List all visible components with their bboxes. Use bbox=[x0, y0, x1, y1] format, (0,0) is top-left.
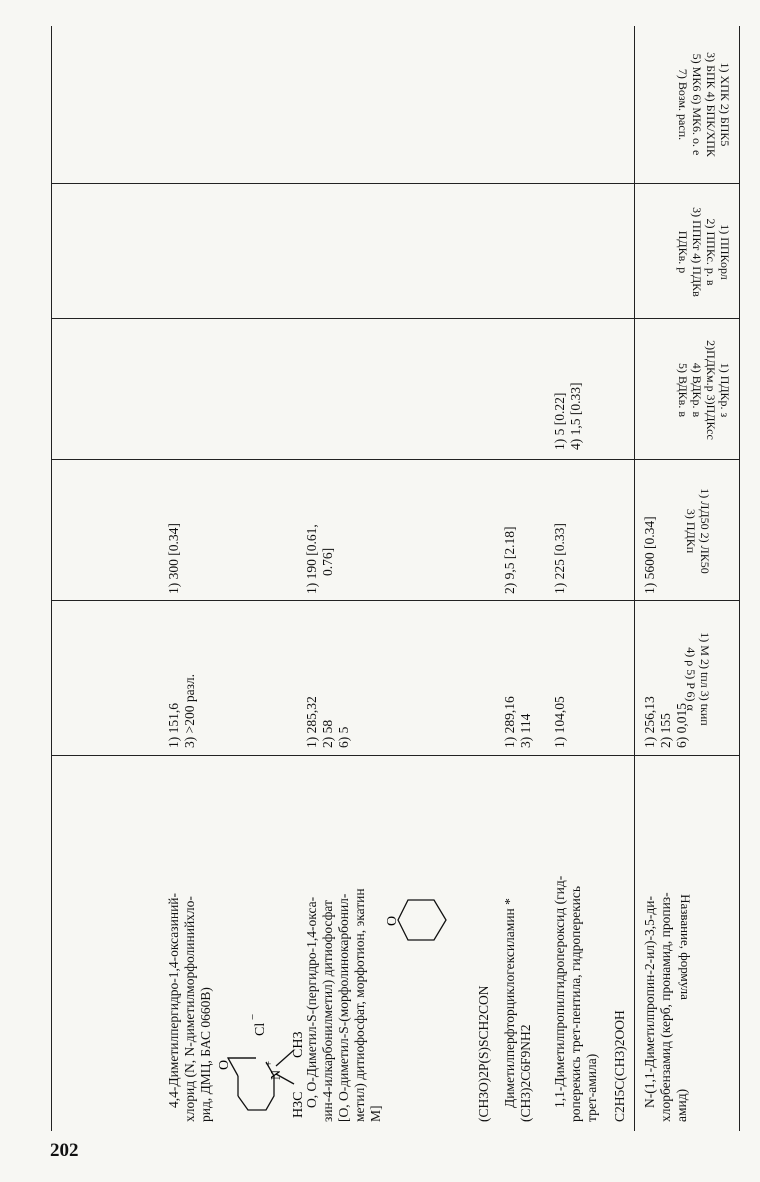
row1-cl: Cl bbox=[253, 1022, 268, 1036]
row2-structure bbox=[384, 872, 474, 952]
row4-formula: C2H5C(CH3)2OOH bbox=[612, 1010, 627, 1122]
row1-h3c: H3C bbox=[291, 1091, 306, 1118]
table-top-rule bbox=[739, 26, 740, 1131]
table-body-lower bbox=[612, 26, 722, 1130]
header-pdk-water: 1) ППКорл 2) ППКс. р. в 3) ППКт 4) ПДКв ПДКв. р bbox=[676, 207, 732, 297]
row1-ch3: CH3 bbox=[291, 1031, 306, 1058]
header-hazard: 1) ХПК 2) БПК5 3) БПК 4) БПК/ХПК 5) МК6 6) МК6. о. е 7) Возм. расп. bbox=[676, 52, 732, 157]
row2-name: O, O-Диметил-S-(пергидро-1,4-окса- зин-4-илкарбонилметил) дитиофосфат [O, O-диметил-S-(морфолинокарбонил- метил) дитиофосфат, морфотион, экатин М] bbox=[304, 888, 383, 1122]
row4-pdk: 1) 5 [0.22] 4) 1,5 [0.33] bbox=[552, 382, 583, 450]
row1-phys: 1) 151,6 3) >200 разл. bbox=[166, 673, 197, 748]
row1-plus: + bbox=[263, 1060, 275, 1067]
header-tox: 1) ЛД50 2) ЛК50 3) ПДКп bbox=[684, 488, 712, 574]
row1-n: N bbox=[269, 1069, 284, 1080]
header-pdk-air: 1) ПДКр. з 2)ПДКм.р 3)ПДКсс 4) ВДКр. в 5) ВДКв. в bbox=[676, 340, 732, 440]
row1-minus: − bbox=[247, 1013, 259, 1020]
header-name: Название, формула bbox=[678, 894, 693, 1000]
header-phys: 1) M 2) tпл 3) tкип 4) ρ 5) P 6) α bbox=[684, 632, 712, 726]
row3-name: Диметилперфторциклогексиламин * (CH3)2C6F9NH2 bbox=[502, 898, 533, 1122]
row3-tox: 2) 9,5 [2.18] bbox=[502, 526, 517, 594]
row4-tox: 1) 225 [0.33] bbox=[552, 523, 567, 594]
row1-structure bbox=[216, 970, 304, 1120]
row2-formula: (CH3O)2P(S)SCH2CON bbox=[476, 985, 491, 1122]
row3-phys: 1) 289,16 3) 114 bbox=[502, 696, 533, 748]
row2-tox: 1) 190 [0.61, 0.76] bbox=[304, 524, 335, 594]
table-body bbox=[48, 26, 628, 1130]
page-number: 202 bbox=[50, 1140, 79, 1161]
row1-tox: 1) 300 [0.34] bbox=[166, 523, 181, 594]
row1-o: O bbox=[217, 1059, 232, 1070]
row1-name: 4,4-Диметилпергидро-1,4-оксазиний- хлорид (N, N-диметилморфолинийхло- рид, ДМЦ, БАС 0660В) bbox=[166, 892, 213, 1122]
row2-o: O bbox=[385, 915, 400, 926]
row5-tox: 1) 5600 [0.34] bbox=[642, 516, 657, 594]
row2-phys: 1) 285,32 2) 58 6) 5 bbox=[304, 696, 351, 748]
row4-phys: 1) 104,05 bbox=[552, 696, 567, 748]
row5-phys: 1) 256,13 2) 155 6) 0,015 bbox=[642, 696, 689, 748]
row5-name: N-(1,1-Диметилпропин-2-ил)-3,5-ди- хлорбензамид (керб, пронамид, пропиз- амид) bbox=[642, 892, 689, 1122]
row4-name: 1,1-Диметилпропилгидропероксид (гид- роперекись трет-пентила, гидроперекись трет-амила) bbox=[552, 875, 599, 1122]
